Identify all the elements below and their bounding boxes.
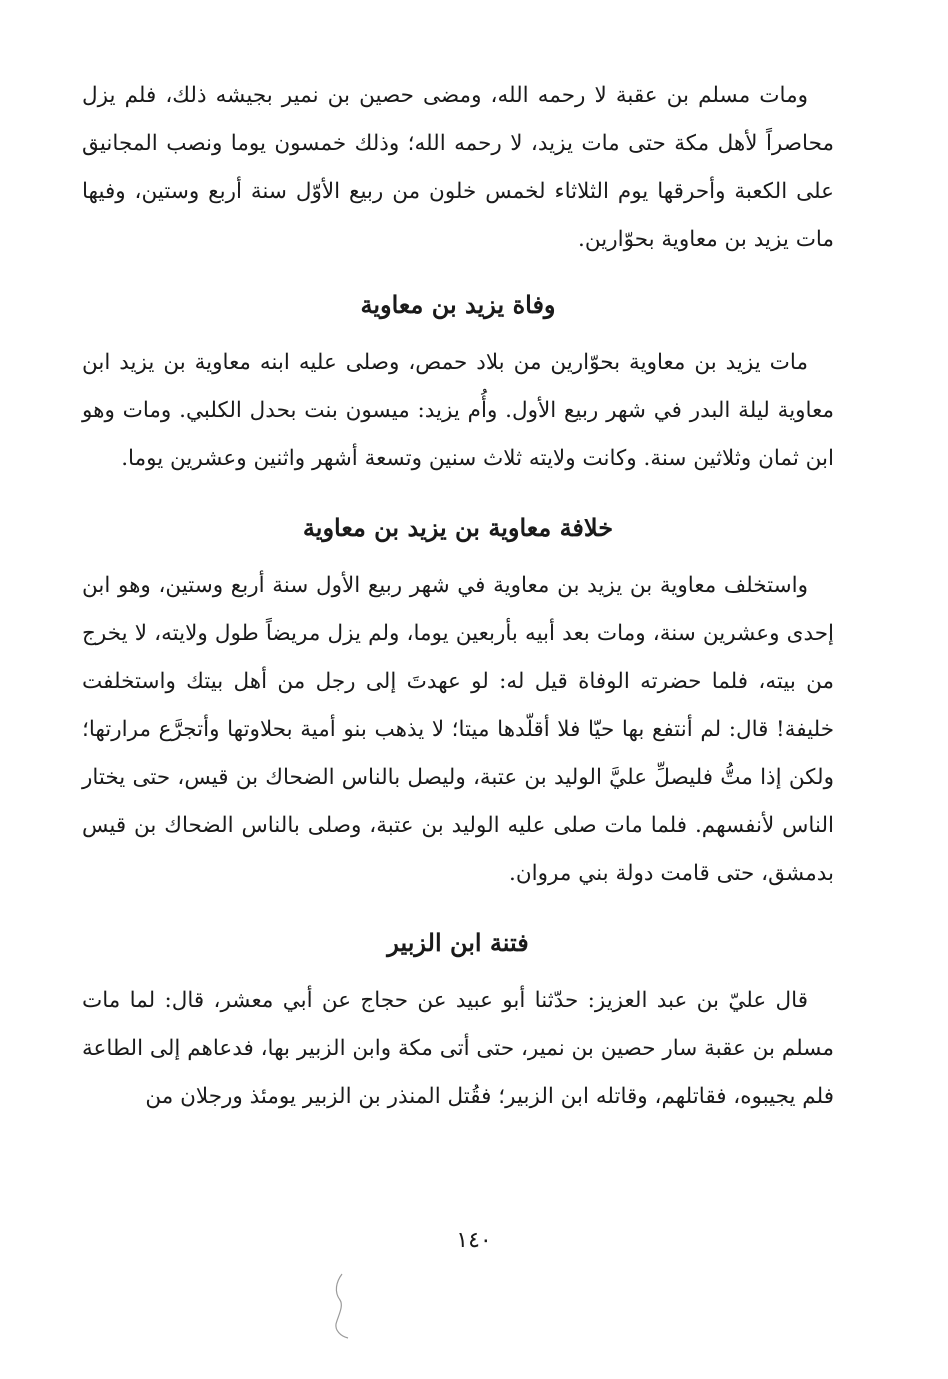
paragraph-death-of-yazid: مات يزيد بن معاوية بحوّارين من بلاد حمص، وصلى عليه ابنه معاوية بن يزيد ابن معاوية ليلة البدر في شهر ربيع الأول. وأُم يزيد: ميسون بنت بحدل الكلبي. ومات وهو ابن ثمان وثلاثين سنة. وكانت ولايته ثلاث سنين وتسعة أشهر واثنين وعشرين يوما. bbox=[82, 350, 834, 471]
heading-caliphate-of-muawiya-ii: خلافة معاوية بن يزيد بن معاوية bbox=[302, 513, 614, 542]
heading-death-of-yazid: وفاة يزيد بن معاوية bbox=[360, 290, 556, 319]
paragraph-siege-of-mecca: ومات مسلم بن عقبة لا رحمه الله، ومضى حصين بن نمير بجيشه ذلك، فلم يزل محاصراً لأهل مكة حتى مات يزيد، لا رحمه الله؛ وذلك خمسون يوما ونصب المجانيق على الكعبة وأحرقها يوم الثلاثاء لخمس خلون من ربيع الأوّل سنة أربع وستين، وفيها مات يزيد بن معاوية بحوّارين. bbox=[82, 83, 834, 252]
page-body bbox=[82, 72, 834, 1121]
heading-fitna-of-ibn-al-zubayr: فتنة ابن الزبير bbox=[387, 928, 529, 957]
pencil-mark-icon bbox=[328, 1272, 358, 1342]
paragraph-caliphate-of-muawiya-ii: واستخلف معاوية بن يزيد بن معاوية في شهر ربيع الأول سنة أربع وستين، وهو ابن إحدى وعشرين سنة، ومات بعد أبيه بأربعين يوما، ولم يزل مريضاً طول ولايته، لا يخرج من بيته، فلما حضرته الوفاة قيل له: لو عهدتَ إلى رجل من أهل بيتك واستخلفت خليفة! قال: لم أنتفع بها حيّا فلا أقلّدها ميتا؛ لا يذهب بنو أمية بحلاوتها وأتجرَّع مرارتها؛ ولكن إذا متُّ فليصلِّ عليَّ الوليد بن عتبة، وليصل بالناس الضحاك بن قيس، حتى يختار الناس لأنفسهم. فلما مات صلى عليه الوليد بن عتبة، وصلى بالناس الضحاك بن قيس بدمشق، حتى قامت دولة بني مروان. bbox=[82, 573, 834, 886]
paragraph-fitna-of-ibn-al-zubayr: قال عليّ بن عبد العزيز: حدّثنا أبو عبيد عن حجاج عن أبي معشر، قال: لما مات مسلم بن عقبة سار حصين بن نمير، حتى أتى مكة وابن الزبير بها، فدعاهم إلى الطاعة فلم يجيبوه، فقاتلهم، وقاتله ابن الزبير؛ فقُتل المنذر بن الزبير يومئذ ورجلان من bbox=[82, 988, 834, 1109]
page-number: ١٤٠ bbox=[456, 1228, 492, 1253]
